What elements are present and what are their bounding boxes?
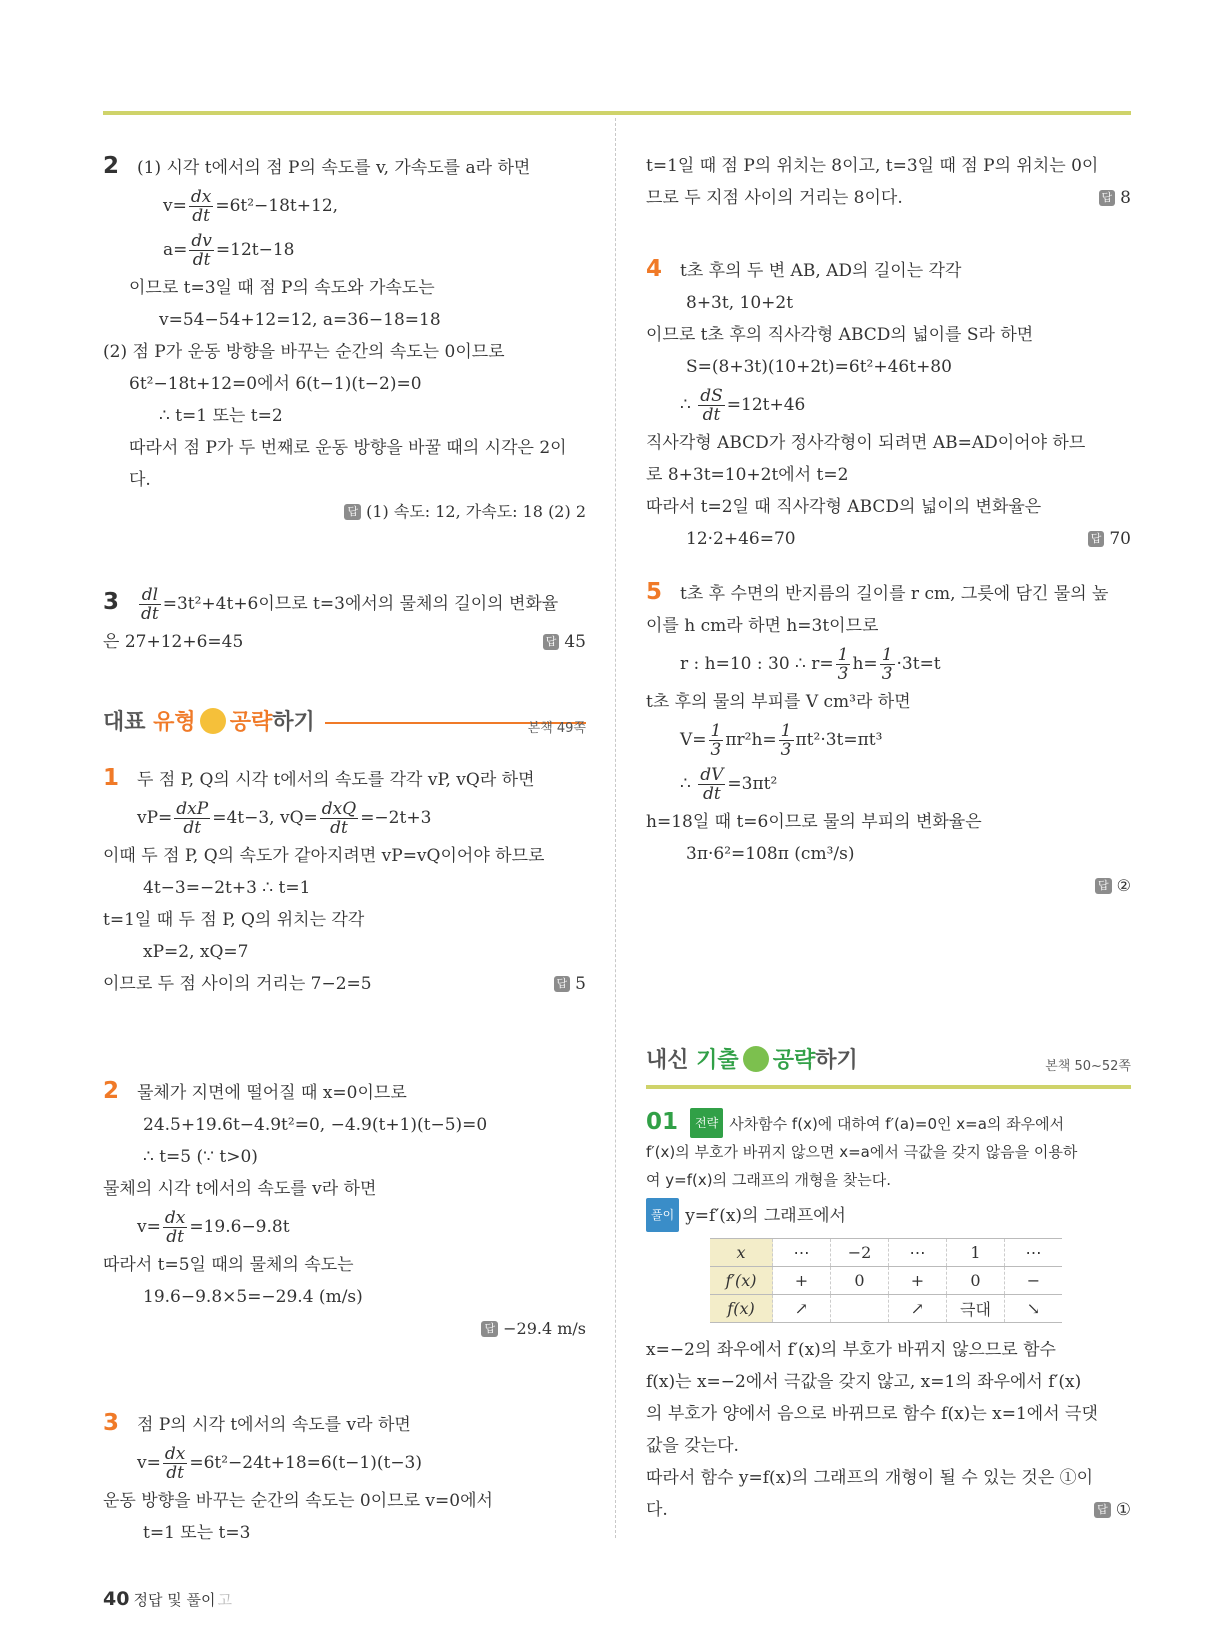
section-title: 내신 기출 공략하기 (646, 1048, 858, 1073)
answer: 답 −29.4 m/s (103, 1313, 586, 1345)
page-number: 40 (103, 1588, 130, 1610)
medal-icon (200, 708, 226, 734)
answer-badge: 답 (554, 976, 571, 992)
rep-problem-1: 1 두 점 P, Q의 시각 t에서의 속도를 각각 vP, vQ라 하면 vP= $\frac{\text{dxP}}{dt}$ =4t−3, vQ= $\frac{\text{dxQ}}{dt}$ =−2t+3 이때 두 점 P, Q의 속도가 같아지려면 vP=vQ이어야 하므로 4t−3=−2t+3 ∴ t=1 t=1일 때 두 점 P, Q의 위치는 각각 xP=2, xQ=7 이므로 두 점 사이의 거리는 7−2=5 답 5 (103, 762, 586, 1000)
answer: 답 (1) 속도: 12, 가속도: 18 (2) 2 (103, 496, 586, 528)
column-divider (615, 118, 616, 1538)
problem-number: 3 (103, 589, 120, 615)
medal-icon (743, 1046, 769, 1072)
equation-dV: ∴ $\frac{dV}{dt}$ =3πt² (680, 765, 778, 804)
equation-a: a= $\frac{dv}{dt}$ =12t−18 (163, 231, 295, 270)
sign-table: x ⋯ −2 ⋯ 1 ⋯ f′(x) + 0 + 0 − f(x) ↗ ↗ 극대 ↘ (710, 1238, 1062, 1323)
strategy-tag: 전략 (690, 1108, 723, 1138)
section-title: 대표 유형 공략하기 (103, 710, 315, 735)
sign-table-wrap (646, 1232, 1131, 1334)
equation-dS: ∴ $\frac{dS}{dt}$ =12t+46 (680, 386, 806, 425)
problem-2-solution: 2 (1) 시각 t에서의 점 P의 속도를 v, 가속도를 a라 하면 v= $\frac{dx}{dt}$ =6t²−18t+12, a= $\frac{dv}{dt}$ =12t−18 이므로 t=3일 때 점 P의 속도와 가속도는 v=54−54+12=12, a=36−18=18 (2) 점 P가 운동 방향을 바꾸는 순간의 속도는 0이므로 6t²−18t+12=0에서 6(t−1)(t−2)=0 ∴ t=1 또는 t=2 따라서 점 P가 두 번째로 운동 방향을 바꿀 때의 시각은 2이 다. 답 (1) 속도: 12, 가속도: 18 (2) 2 (103, 150, 586, 528)
rep-problem-2: 2 물체가 지면에 떨어질 때 x=0이므로 24.5+19.6t−4.9t²=0, −4.9(t+1)(t−5)=0 ∴ t=5 (∵ t>0) 물체의 시각 t에서의 속도를 v라 하면 v= $\frac{dx}{dt}$ =19.6−9.8t 따라서 t=5일 때의 물체의 속도는 19.6−9.8×5=−29.4 (m/s) 답 −29.4 m/s (103, 1075, 586, 1345)
section-ref: 본책 50~52쪽 (1045, 1059, 1131, 1074)
rep-problem-3-continued: t=1일 때 점 P의 위치는 8이고, t=3일 때 점 P의 위치는 0이 므로 두 지점 사이의 거리는 8이다. 답 8 (646, 156, 1131, 208)
problem-number: 5 (646, 579, 663, 605)
answer: 답 ② (646, 870, 1131, 902)
problem-number: 2 (103, 1078, 120, 1104)
footer-watermark: 고 (217, 1591, 232, 1609)
answer-badge: 답 (1099, 190, 1116, 206)
section-rule (646, 1085, 1131, 1089)
top-rule (103, 111, 1131, 115)
solution-tag: 풀이 (646, 1198, 679, 1232)
exam-problem-01: 01 전략 사차함수 f(x)에 대하여 f′(a)=0인 x=a의 좌우에서 f′(x)의 부호가 바뀌지 않으면 x=a에서 극값을 갖지 않음을 이용하 여 y=f(x)의 그래프의 개형을 찾는다. 풀이 y=f′(x)의 그래프에서 x ⋯ −2 ⋯ 1 ⋯ f′(x) + 0 + 0 − f(x) ↗ ↗ 극대 ↘ x=−2의 좌우에서 f′(x)의 부호가 바뀌지 않으므로 함수 f(x)는 x=−2에서 극값을 갖지 않고, x=1의 좌우에서 f′(x) 의 부호가 양에서 음으로 바뀌므로 함수 f(x)는 x=1에서 극댓 값을 갖는다. 따라서 함수 y=f(x)의 그래프의 개형이 될 수 있는 것은 ①이 다. 답 ① (646, 1109, 1131, 1520)
problem-number: 4 (646, 256, 663, 282)
problem-number: 01 (646, 1109, 679, 1135)
equation-v: v= $\frac{dx}{dt}$ =19.6−9.8t (137, 1208, 290, 1247)
footer-label: 정답 및 풀이 (133, 1591, 216, 1609)
equation-velocities: vP= $\frac{\text{dxP}}{dt}$ =4t−3, vQ= $\frac{\text{dxQ}}{dt}$ =−2t+3 (137, 799, 432, 838)
page-footer (103, 1588, 232, 1610)
answer-badge: 답 (1088, 531, 1105, 547)
section-header-representative (103, 705, 586, 741)
answer-badge: 답 (1094, 1502, 1111, 1518)
problem-3-solution: 3 $\frac{dl}{dt}$ =3t²+4t+6이므로 t=3에서의 물체의 길이의 변화율 은 27+12+6=45 답 45 (103, 580, 586, 658)
section-ref: 본책 49쪽 (527, 721, 586, 736)
problem-number: 2 (103, 153, 120, 179)
section-header-school-exam (646, 1043, 1131, 1079)
answer-badge: 답 (481, 1321, 498, 1337)
rep-problem-3: 3 점 P의 시각 t에서의 속도를 v라 하면 v= $\frac{dx}{dt}$ =6t²−24t+18=6(t−1)(t−3) 운동 방향을 바꾸는 순간의 속도는 0이므로 v=0에서 t=1 또는 t=3 (103, 1407, 586, 1549)
problem-number: 1 (103, 765, 120, 791)
answer-badge: 답 (1095, 878, 1112, 894)
rep-problem-4: 4 t초 후의 두 변 AB, AD의 길이는 각각 8+3t, 10+2t 이므로 t초 후의 직사각형 ABCD의 넓이를 S라 하면 S=(8+3t)(10+2t)=6t²+46t+80 ∴ $\frac{dS}{dt}$ =12t+46 직사각형 ABCD가 정사각형이 되려면 AB=AD이어야 하므 로 8+3t=10+2t에서 t=2 따라서 t=2일 때 직사각형 ABCD의 넓이의 변화율은 12·2+46=70 답 70 (646, 253, 1131, 555)
answer-badge: 답 (543, 634, 560, 650)
equation-v: v= $\frac{dx}{dt}$ =6t²−18t+12, (163, 187, 339, 226)
problem-number: 3 (103, 1410, 120, 1436)
equation-v: v= $\frac{dx}{dt}$ =6t²−24t+18=6(t−1)(t−3) (137, 1444, 423, 1483)
rep-problem-5: 5 t초 후 수면의 반지름의 길이를 r cm, 그릇에 담긴 물의 높 이를 h cm라 하면 h=3t이므로 r : h=10 : 30 ∴ r= $\frac{1}{3}$ h= $\frac{1}{3}$ ·3t=t t초 후의 물의 부피를 V cm³라 하면 V= $\frac{1}{3}$ πr²h= $\frac{1}{3}$ πt²·3t=πt³ ∴ $\frac{dV}{dt}$ =3πt² h=18일 때 t=6이므로 물의 부피의 변화율은 3π·6²=108π (cm³/s) 답 ② (646, 576, 1131, 902)
answer-badge: 답 (344, 504, 361, 520)
